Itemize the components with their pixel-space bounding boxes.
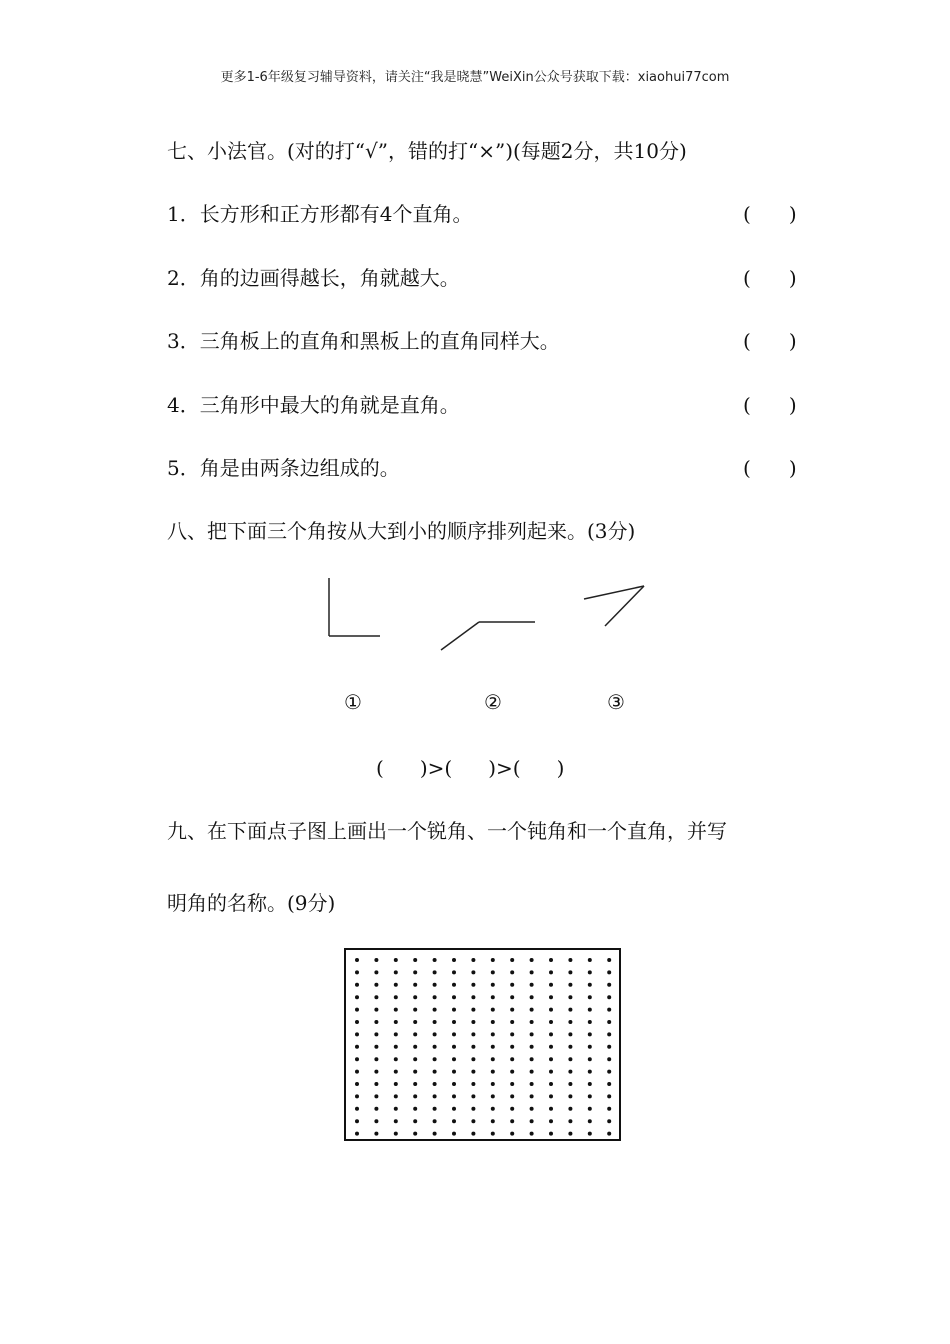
grid-dot[interactable] (588, 1132, 592, 1136)
grid-dot[interactable] (394, 1107, 398, 1111)
grid-dot[interactable] (394, 1082, 398, 1086)
grid-dot[interactable] (510, 995, 514, 999)
grid-dot[interactable] (549, 995, 553, 999)
grid-dot[interactable] (452, 1020, 456, 1024)
grid-dot[interactable] (452, 1119, 456, 1123)
grid-dot[interactable] (568, 1045, 572, 1049)
angle-label-2: ② (484, 690, 502, 714)
grid-dot[interactable] (549, 1094, 553, 1098)
grid-dot[interactable] (452, 1107, 456, 1111)
grid-dot[interactable] (607, 1082, 611, 1086)
grid-dot[interactable] (413, 1032, 417, 1036)
grid-dot[interactable] (588, 983, 592, 987)
grid-dot[interactable] (433, 1057, 437, 1061)
grid-dot[interactable] (374, 958, 378, 962)
section7-title: 七、小法官。(对的打“√”，错的打“×”)(每题2分，共10分) (167, 139, 687, 163)
grid-dot[interactable] (355, 1020, 359, 1024)
grid-dot[interactable] (355, 1045, 359, 1049)
section9-title-line2: 明角的名称。(9分) (167, 891, 336, 915)
question-text: 角是由两条边组成的。 (199, 456, 400, 480)
question-text: 角的边画得越长，角就越大。 (199, 266, 460, 290)
grid-dot[interactable] (530, 1107, 534, 1111)
grid-dot[interactable] (374, 1094, 378, 1098)
grid-dot[interactable] (530, 1008, 534, 1012)
answer-blank-5[interactable]: ( ) (743, 456, 797, 480)
grid-dot[interactable] (568, 1107, 572, 1111)
grid-dot[interactable] (433, 958, 437, 962)
grid-dot[interactable] (491, 1008, 495, 1012)
grid-dot[interactable] (394, 1119, 398, 1123)
grid-dot[interactable] (355, 1057, 359, 1061)
answer-blank-2[interactable]: ( ) (743, 266, 797, 290)
grid-dot[interactable] (413, 958, 417, 962)
grid-dot[interactable] (394, 970, 398, 974)
grid-dot[interactable] (491, 1107, 495, 1111)
grid-dot[interactable] (374, 1045, 378, 1049)
grid-dot[interactable] (549, 970, 553, 974)
grid-dot[interactable] (374, 1020, 378, 1024)
page-header-note: 更多1-6年级复习辅导资料，请关注“我是晓慧”WeiXin公众号获取下载：xiaohui77com (220, 70, 730, 85)
grid-dot[interactable] (433, 1132, 437, 1136)
grid-dot[interactable] (413, 1119, 417, 1123)
grid-dot[interactable] (568, 1094, 572, 1098)
grid-dot[interactable] (471, 995, 475, 999)
grid-dot[interactable] (588, 970, 592, 974)
grid-dot[interactable] (530, 1119, 534, 1123)
answer-blank-3[interactable]: ( ) (743, 329, 797, 353)
grid-dot[interactable] (568, 1020, 572, 1024)
grid-dot[interactable] (374, 1082, 378, 1086)
grid-dot[interactable] (394, 1032, 398, 1036)
grid-dot[interactable] (607, 1008, 611, 1012)
grid-dot[interactable] (413, 970, 417, 974)
angle-3-acute (584, 586, 644, 626)
grid-dot[interactable] (491, 995, 495, 999)
grid-dot[interactable] (394, 1057, 398, 1061)
grid-dot[interactable] (394, 1070, 398, 1074)
grid-dot[interactable] (452, 1094, 456, 1098)
grid-dot[interactable] (568, 1082, 572, 1086)
grid-dot[interactable] (510, 1119, 514, 1123)
grid-dot[interactable] (607, 1057, 611, 1061)
grid-dot[interactable] (452, 1070, 456, 1074)
grid-dot[interactable] (452, 1082, 456, 1086)
grid-dot[interactable] (433, 1107, 437, 1111)
answer-blank-1[interactable]: ( ) (743, 202, 797, 226)
grid-dot[interactable] (510, 1082, 514, 1086)
grid-dot[interactable] (510, 1132, 514, 1136)
grid-dot[interactable] (394, 958, 398, 962)
grid-dot[interactable] (452, 1032, 456, 1036)
grid-dot[interactable] (433, 1008, 437, 1012)
grid-dot[interactable] (568, 958, 572, 962)
grid-dot[interactable] (355, 1094, 359, 1098)
grid-dot[interactable] (607, 1032, 611, 1036)
grid-dot[interactable] (568, 1008, 572, 1012)
grid-dot[interactable] (607, 1020, 611, 1024)
grid-dot[interactable] (452, 1008, 456, 1012)
grid-dot[interactable] (355, 983, 359, 987)
grid-dot[interactable] (607, 1045, 611, 1049)
grid-dot[interactable] (413, 1132, 417, 1136)
grid-dot[interactable] (471, 1094, 475, 1098)
grid-dot[interactable] (394, 983, 398, 987)
grid-dot[interactable] (491, 970, 495, 974)
grid-dot[interactable] (530, 1045, 534, 1049)
grid-dot[interactable] (549, 1119, 553, 1123)
grid-dot[interactable] (355, 1119, 359, 1123)
grid-dot[interactable] (433, 1094, 437, 1098)
dot-grid-box[interactable] (344, 948, 621, 1141)
grid-dot[interactable] (530, 1082, 534, 1086)
grid-dot[interactable] (568, 983, 572, 987)
grid-dot[interactable] (568, 1032, 572, 1036)
grid-dot[interactable] (510, 1070, 514, 1074)
grid-dot[interactable] (491, 1020, 495, 1024)
grid-dot[interactable] (413, 1008, 417, 1012)
grid-dot[interactable] (588, 1119, 592, 1123)
grid-dot[interactable] (510, 1045, 514, 1049)
grid-dot[interactable] (549, 1132, 553, 1136)
grid-dot[interactable] (568, 1070, 572, 1074)
grid-dot[interactable] (374, 1008, 378, 1012)
grid-dot[interactable] (355, 1070, 359, 1074)
grid-dot[interactable] (433, 983, 437, 987)
grid-dot[interactable] (413, 1082, 417, 1086)
grid-dot[interactable] (413, 1094, 417, 1098)
grid-dot[interactable] (471, 1008, 475, 1012)
grid-dot[interactable] (607, 970, 611, 974)
question-text: 三角形中最大的角就是直角。 (199, 393, 460, 417)
grid-dot[interactable] (452, 970, 456, 974)
grid-dot[interactable] (549, 1020, 553, 1024)
grid-dot[interactable] (394, 1132, 398, 1136)
grid-dot[interactable] (394, 1020, 398, 1024)
grid-dot[interactable] (549, 1057, 553, 1061)
grid-dot[interactable] (433, 1032, 437, 1036)
grid-dot[interactable] (549, 958, 553, 962)
grid-dot[interactable] (452, 1045, 456, 1049)
grid-dot[interactable] (491, 1070, 495, 1074)
grid-dot[interactable] (530, 1057, 534, 1061)
grid-dot[interactable] (549, 1032, 553, 1036)
grid-dot[interactable] (530, 958, 534, 962)
grid-dot[interactable] (491, 983, 495, 987)
grid-dot[interactable] (394, 1094, 398, 1098)
grid-dot[interactable] (471, 1119, 475, 1123)
grid-dot[interactable] (413, 1107, 417, 1111)
grid-dot[interactable] (588, 1032, 592, 1036)
grid-dot[interactable] (530, 1070, 534, 1074)
grid-dot[interactable] (549, 1082, 553, 1086)
grid-dot[interactable] (510, 983, 514, 987)
grid-dot[interactable] (530, 995, 534, 999)
grid-dot[interactable] (491, 958, 495, 962)
grid-dot[interactable] (568, 970, 572, 974)
angle-2-obtuse (441, 622, 535, 650)
grid-dot[interactable] (510, 1020, 514, 1024)
grid-dot[interactable] (374, 1132, 378, 1136)
dot-grid[interactable] (346, 950, 618, 1138)
grid-dot[interactable] (471, 1057, 475, 1061)
grid-dot[interactable] (510, 1057, 514, 1061)
grid-dot[interactable] (607, 1094, 611, 1098)
grid-dot[interactable] (471, 1020, 475, 1024)
grid-dot[interactable] (588, 1008, 592, 1012)
grid-dot[interactable] (568, 1057, 572, 1061)
grid-dot[interactable] (530, 970, 534, 974)
grid-dot[interactable] (491, 1082, 495, 1086)
grid-dot[interactable] (413, 1070, 417, 1074)
grid-dot[interactable] (471, 1107, 475, 1111)
grid-dot[interactable] (491, 1057, 495, 1061)
section9-title-line1: 九、在下面点子图上画出一个锐角、一个钝角和一个直角，并写 (167, 819, 727, 843)
grid-dot[interactable] (491, 1094, 495, 1098)
grid-dot[interactable] (413, 1045, 417, 1049)
grid-dot[interactable] (588, 1020, 592, 1024)
question-number: 3． (167, 329, 200, 353)
grid-dot[interactable] (355, 1008, 359, 1012)
question-text: 三角板上的直角和黑板上的直角同样大。 (199, 329, 560, 353)
grid-dot[interactable] (452, 995, 456, 999)
grid-dot[interactable] (607, 958, 611, 962)
grid-dot[interactable] (607, 1119, 611, 1123)
grid-dot[interactable] (433, 1119, 437, 1123)
grid-dot[interactable] (413, 1057, 417, 1061)
grid-dot[interactable] (374, 1119, 378, 1123)
grid-dot[interactable] (491, 1045, 495, 1049)
grid-dot[interactable] (530, 1132, 534, 1136)
grid-dot[interactable] (471, 983, 475, 987)
grid-dot[interactable] (433, 1020, 437, 1024)
grid-dot[interactable] (355, 958, 359, 962)
question-number: 2． (167, 266, 200, 290)
grid-dot[interactable] (530, 1032, 534, 1036)
grid-dot[interactable] (374, 1032, 378, 1036)
grid-dot[interactable] (471, 970, 475, 974)
question-number: 1． (167, 202, 200, 226)
grid-dot[interactable] (471, 1070, 475, 1074)
grid-dot[interactable] (471, 1045, 475, 1049)
answer-blank-4[interactable]: ( ) (743, 393, 797, 417)
question-number: 4． (167, 393, 200, 417)
grid-dot[interactable] (510, 1094, 514, 1098)
grid-dot[interactable] (588, 1107, 592, 1111)
grid-dot[interactable] (452, 1057, 456, 1061)
grid-dot[interactable] (355, 970, 359, 974)
grid-dot[interactable] (374, 1107, 378, 1111)
grid-dot[interactable] (374, 970, 378, 974)
grid-dot[interactable] (607, 1132, 611, 1136)
grid-dot[interactable] (588, 1082, 592, 1086)
grid-dot[interactable] (413, 1020, 417, 1024)
grid-dot[interactable] (491, 1119, 495, 1123)
grid-dot[interactable] (588, 1094, 592, 1098)
grid-dot[interactable] (530, 1094, 534, 1098)
section8-title: 八、把下面三个角按从大到小的顺序排列起来。(3分) (167, 519, 636, 543)
grid-dot[interactable] (433, 1070, 437, 1074)
grid-dot[interactable] (510, 1008, 514, 1012)
grid-dot[interactable] (394, 1008, 398, 1012)
grid-dot[interactable] (471, 1032, 475, 1036)
grid-dot[interactable] (452, 1132, 456, 1136)
grid-dot[interactable] (568, 1132, 572, 1136)
grid-dot[interactable] (355, 1107, 359, 1111)
grid-dot[interactable] (413, 995, 417, 999)
grid-dot[interactable] (549, 983, 553, 987)
grid-dot[interactable] (549, 1107, 553, 1111)
grid-dot[interactable] (413, 983, 417, 987)
grid-dot[interactable] (394, 995, 398, 999)
grid-dot[interactable] (433, 995, 437, 999)
grid-dot[interactable] (471, 1132, 475, 1136)
grid-dot[interactable] (530, 983, 534, 987)
grid-dot[interactable] (491, 1132, 495, 1136)
angle-label-3: ③ (607, 690, 625, 714)
grid-dot[interactable] (588, 958, 592, 962)
grid-dot[interactable] (568, 1119, 572, 1123)
grid-dot[interactable] (394, 1045, 398, 1049)
grid-dot[interactable] (607, 995, 611, 999)
grid-dot[interactable] (510, 1107, 514, 1111)
grid-dot[interactable] (355, 1132, 359, 1136)
grid-dot[interactable] (355, 1032, 359, 1036)
grid-dot[interactable] (588, 995, 592, 999)
grid-dot[interactable] (452, 958, 456, 962)
question-text: 长方形和正方形都有4个直角。 (199, 202, 473, 226)
grid-dot[interactable] (374, 1070, 378, 1074)
grid-dot[interactable] (607, 1070, 611, 1074)
grid-dot[interactable] (588, 1057, 592, 1061)
grid-dot[interactable] (549, 1008, 553, 1012)
question-number: 5． (167, 456, 200, 480)
grid-dot[interactable] (607, 983, 611, 987)
grid-dot[interactable] (471, 958, 475, 962)
grid-dot[interactable] (568, 995, 572, 999)
angle-1-right (329, 578, 380, 636)
grid-dot[interactable] (433, 1082, 437, 1086)
grid-dot[interactable] (588, 1070, 592, 1074)
grid-dot[interactable] (355, 1082, 359, 1086)
angle-label-1: ① (344, 690, 362, 714)
grid-dot[interactable] (374, 995, 378, 999)
grid-dot[interactable] (355, 995, 359, 999)
grid-dot[interactable] (549, 1070, 553, 1074)
grid-dot[interactable] (374, 1057, 378, 1061)
grid-dot[interactable] (452, 983, 456, 987)
grid-dot[interactable] (588, 1045, 592, 1049)
grid-dot[interactable] (471, 1082, 475, 1086)
grid-dot[interactable] (510, 958, 514, 962)
grid-dot[interactable] (374, 983, 378, 987)
grid-dot[interactable] (510, 1032, 514, 1036)
grid-dot[interactable] (491, 1032, 495, 1036)
grid-dot[interactable] (607, 1107, 611, 1111)
order-answer-row: ( )>( )>( ) (376, 756, 565, 780)
grid-dot[interactable] (530, 1020, 534, 1024)
grid-dot[interactable] (510, 970, 514, 974)
grid-dot[interactable] (549, 1045, 553, 1049)
grid-dot[interactable] (433, 1045, 437, 1049)
grid-dot[interactable] (433, 970, 437, 974)
